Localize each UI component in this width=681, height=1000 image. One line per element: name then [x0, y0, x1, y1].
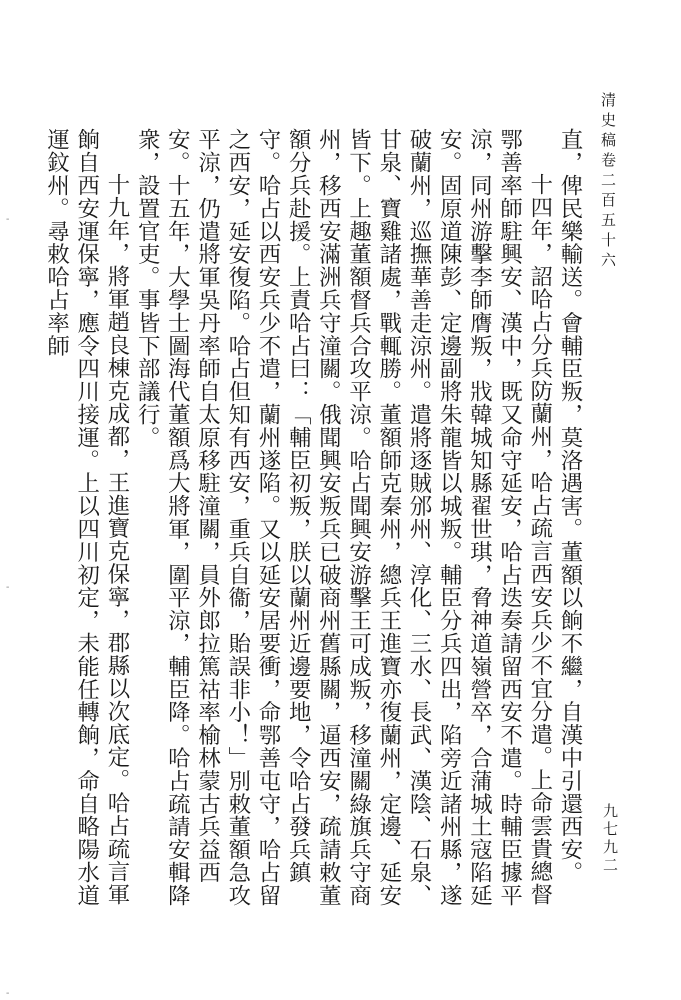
page-number: 九七九二: [601, 803, 619, 875]
paragraph: 十四年，詔哈占分兵防蘭州，哈占疏言西安兵少不宜分遣。上命雲貴總督鄂善率師駐興安、漢中，既又命守延安，哈占迭奏請留西安不遣。時輔臣據平涼，同州游擊李師膺叛，戕韓城知縣翟世琪，脅神道嶺營卒，合蒲城土寇陷延安。固原道陳彭、定邊副將朱龍皆以城叛。輔臣分兵四出，陷旁近諸州縣，遂破蘭州，巡撫華善走涼州。遣將逐賊邠州、淳化、三水、長武、漢陰、石泉、甘泉、寶雞諸處，戰輒勝。董額師克秦州，總兵王進寶亦復蘭州，定邊、延安皆下。上趣董額督兵合攻平涼。哈占聞興安游擊王可成叛，移潼關綠旗兵守商州，移西安滿洲兵守潼關。俄聞興安叛兵已破商州舊縣關，逼西安，疏請敕董額分兵赴援。上責哈占曰：「輔臣初叛，朕以蘭州近邊要地，令哈占發兵鎮守。哈占以西安兵少不遣，蘭州遂陷。又以延安居要衝，命鄂善屯守，哈占留之西安，延安復陷。哈占但知有西安，重兵自衞，貽誤非小！」別敕董額急攻平涼，仍遣將軍吳丹率師自太原移駐潼關，員外郎拉篤祜率榆林蒙古兵益西安。十五年，大學士圖海代董額爲大將軍，圍平涼，輔臣降。哈占疏請安輯降衆，設置官吏。事皆下部議行。: [134, 128, 553, 907]
main-text-body: [43, 128, 585, 923]
margin-mark: -: [6, 214, 10, 225]
margin-mark: -: [6, 582, 10, 593]
paragraph: 十九年，將軍趙良棟克成都，王進寶克保寧，郡縣以次底定。哈占疏言軍餉自西安運保寧，應令四川接運。上以四川初定，未能任轉餉，命自略陽水道運鈫州。尋敕哈占率師: [43, 128, 130, 907]
paragraph: 直，俾民樂輸送。會輔臣叛，莫洛遇害。董額以餉不繼，自漢中引還西安。: [557, 128, 583, 884]
book-title-header: 清史稿卷二百五十六: [599, 92, 617, 272]
margin-mark: -: [6, 988, 10, 999]
